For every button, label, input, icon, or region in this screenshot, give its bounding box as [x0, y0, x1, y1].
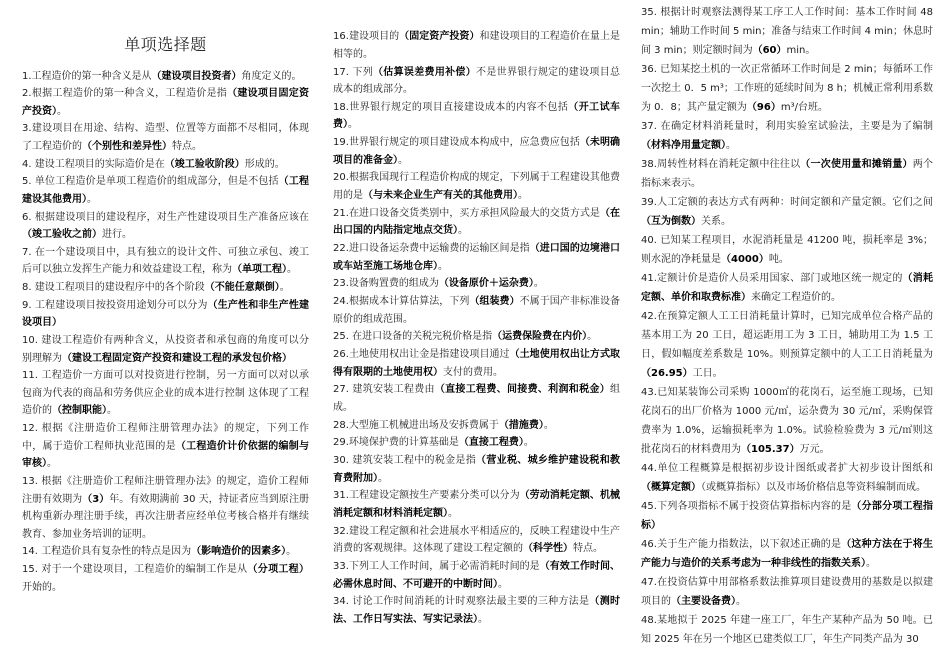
- question-text: 15. 对于一个建设项目，工程造价的编制工作是从: [22, 564, 248, 575]
- question-item: [22, 279, 309, 297]
- question-text: 45.下列各项指标不属于投资估算指标内容的是: [641, 500, 852, 512]
- question-item: [22, 173, 309, 208]
- question-item: [333, 346, 620, 381]
- answer-text: （估算误差费用补偿）: [373, 66, 477, 78]
- question-text: 39.人工定额的表达方式有两种：时间定额和产量定额。它们之间: [641, 196, 933, 208]
- question-item: [641, 155, 933, 193]
- question-text-tail: 。: [279, 282, 290, 293]
- answer-text: （分部分项工程指标）: [641, 500, 933, 531]
- question-item: [641, 535, 933, 573]
- answer-text: （未明确项目的准备金）: [333, 137, 620, 166]
- question-item: [22, 85, 309, 120]
- question-item: [333, 523, 620, 558]
- question-item: [641, 117, 933, 155]
- answer-text: （营业税、城乡维护建设税和教育费附加）: [333, 454, 620, 484]
- question-text-tail: m³/台班。: [780, 101, 828, 113]
- question-text-tail: 特点。: [573, 543, 603, 555]
- answer-text: （3）: [82, 493, 110, 505]
- question-text-tail: 吨。: [768, 253, 789, 265]
- question-item: [333, 487, 620, 522]
- question-text: 4. 建设工程项目的实际造价是在: [22, 158, 165, 170]
- question-item: [333, 381, 620, 416]
- question-text-tail: 。: [726, 139, 736, 151]
- question-text-tail: 关系。: [701, 215, 731, 227]
- question-list: [22, 68, 309, 597]
- answer-text: （105.37）: [741, 443, 800, 455]
- text-column-3: [641, 0, 933, 672]
- question-text: 47.在投资估算中用部格系数法推算项目建设费用的基数是以拟建项目的: [641, 576, 933, 607]
- question-text-tail: 角度定义的。: [241, 70, 302, 82]
- question-text-tail: 。: [498, 578, 508, 590]
- answer-text: （竣工验收之前）: [22, 229, 102, 241]
- question-text-tail: 组成。: [333, 384, 620, 413]
- question-text: 46.关于生产能力指数法，以下叙述正确的是: [641, 538, 842, 550]
- question-text-tail: 和建设项目的工程造价在量上是相等的。: [333, 31, 620, 60]
- question-item: [333, 434, 620, 452]
- answer-text: （主要设备费）: [671, 595, 736, 607]
- answer-text: （固定资产投资）: [399, 31, 480, 43]
- question-text: 5. 单位工程造价是单项工程造价的组成部分，但是不包括: [22, 176, 279, 188]
- question-item: [641, 60, 933, 117]
- question-text-tail: 。: [348, 119, 358, 131]
- question-text-tail: 。: [286, 546, 297, 558]
- answer-text: （控制职能）: [52, 405, 107, 417]
- question-text: 19.世界银行规定的项目建设成本构成中，应急费应包括: [333, 137, 580, 149]
- question-item: [641, 231, 933, 269]
- question-text-tail: 。: [866, 557, 876, 569]
- question-item: [22, 244, 309, 279]
- question-item: [333, 558, 620, 593]
- question-item: [22, 156, 309, 174]
- question-text: 32.建设工程定额和社会进展水平相适应的，反映工程建设中生产消费的客观规律。这体现了建设工程定额的: [333, 525, 620, 555]
- question-text: 3.建设项目在用途、结构、造型、位置等方面都不尽相同，体现了工程造价的: [22, 123, 309, 152]
- question-text: 18.世界银行规定的项目直接建设成本的内容不包括: [333, 101, 569, 113]
- question-item: [641, 611, 933, 649]
- answer-text: （竣工验收阶段）: [164, 158, 245, 170]
- answer-text: （96）: [746, 101, 781, 113]
- answer-text: （土地使用权出让方式取得有限期的土地使用权）: [333, 349, 620, 378]
- question-text-tail: 开始的。: [22, 581, 62, 593]
- question-text: 17. 下列: [333, 66, 373, 78]
- question-item: [333, 64, 620, 99]
- question-text: 40. 已知某工程项目，水泥消耗量是 41200 吨，损耗率是 3%；则水泥的净耗量是: [641, 234, 933, 265]
- answer-text: （劳动消耗定额、机械消耗定额和材料消耗定额）: [333, 490, 620, 519]
- answer-text: （与未来企业生产有关的其他费用）: [363, 190, 518, 202]
- question-item: [641, 307, 933, 383]
- answer-text: （60）: [752, 44, 787, 56]
- answer-text: （消耗定额、单价和取费标准）: [641, 272, 933, 303]
- question-item: [333, 205, 620, 240]
- answer-text: （不能任意颠倒）: [204, 282, 280, 293]
- question-item: [333, 240, 620, 275]
- question-text-tail: 。: [47, 458, 57, 470]
- question-text-tail: 。: [438, 260, 448, 272]
- question-item: [333, 99, 620, 134]
- question-text: 7. 在一个建设项目中，具有独立的设计文件、可独立承包、竣工后可以独立发挥生产能力和效益建设工程，称为: [22, 246, 309, 276]
- answer-text: （工程建设其他费用）: [22, 176, 309, 205]
- question-text: 9. 工程建设项目按投资用途划分可以分为: [22, 299, 208, 311]
- answer-text: （有效工作时间、必需休息时间、不可避开的中断时间）: [333, 560, 620, 590]
- question-text: 24.根据成本计算估算法，下列: [333, 296, 470, 308]
- question-text: 34. 讨论工作时间消耗的计时观察法最主要的三种方法是: [333, 596, 590, 608]
- question-text: 13. 根据《注册造价工程师注册管理办法》的规定，造价工程师注册有效期为: [22, 475, 309, 505]
- answer-text: （测时法、工作日写实法、写实记录法）: [333, 596, 620, 625]
- answer-text: （工程造价计价依据的编制与审核）: [22, 440, 309, 470]
- question-text-tail: min。: [786, 44, 816, 56]
- answer-text: （建设项目固定资产投资）: [22, 88, 309, 117]
- answer-text: （单项工程）: [232, 264, 287, 276]
- question-text-tail: 形成的。: [244, 158, 285, 170]
- answer-text: （建设项目投资者）: [151, 70, 242, 82]
- answer-text: （影响造价的因素多）: [191, 546, 287, 558]
- answer-text: （措施费）: [498, 419, 544, 431]
- question-text: 8. 建设工程项目的建设程序中的各个阶段: [22, 282, 205, 293]
- answer-text: （设备原价＋运杂费）: [438, 278, 534, 290]
- question-text-tail: 。: [87, 193, 97, 205]
- question-text: 29.环境保护费的计算基础是: [333, 437, 459, 449]
- question-text-tail: 。: [478, 613, 488, 625]
- answer-text: （4000）: [721, 253, 769, 265]
- question-text-tail: 不是世界银行规定的建设项目总成本的组成部分。: [333, 66, 620, 96]
- question-text: 38.周转性材料在消耗定额中往往以: [641, 158, 801, 170]
- question-text: 43.已知某装饰公司采购 1000㎡的花岗石，运至施工现场，已知花岗石的出厂价格为 1000 元/㎡，运杂费为 30 元/㎡，采购保管费率为 1.0%，运输损耗率为 1.0%。试验检验费为 3 元/㎡则这批花岗石的材料费用为: [641, 386, 933, 455]
- answer-text: （分项工程）: [247, 564, 309, 575]
- question-item: [22, 367, 309, 420]
- question-item: [333, 417, 620, 435]
- question-item: [22, 297, 309, 332]
- question-text-tail: 两个指标来表示。: [641, 158, 933, 189]
- question-text: 27. 建筑安装工程费由: [333, 384, 435, 396]
- question-item: [333, 275, 620, 293]
- question-text-tail: 。: [543, 419, 554, 431]
- question-item: [22, 420, 309, 473]
- answer-text: （开工试车费）: [333, 101, 620, 131]
- question-text-tail: 。: [378, 472, 388, 484]
- question-item: [333, 134, 620, 169]
- page-title: 单项选择题: [124, 35, 207, 54]
- question-item: [22, 209, 309, 244]
- question-text-tail: 。: [518, 190, 528, 202]
- question-text: 10. 建设工程造价有两种含义，从投资者和承包商的角度可以分别理解为: [22, 334, 309, 364]
- question-text-tail: （或概算指标）以及市场价格信息等资料编制而成。: [701, 481, 926, 493]
- question-text: 14. 工程造价具有复杂性的特点是因为: [22, 546, 192, 558]
- question-text: 20.根据我国现行工程造价构成的规定，下列属于工程建设其他费用的是: [333, 172, 620, 202]
- question-item: [333, 452, 620, 487]
- question-text: 28.大型施工机械进出场及安拆费属于: [333, 419, 499, 431]
- question-text-tail: 年。有效期满前 30 天，持证者应当到原注册机构重新办理注册手续，再次注册者应经单位考核合格并有继续教育、参加业务培训的证明。: [22, 493, 309, 540]
- question-text: 26.土地使用权出让金是指建设项目通过: [333, 349, 510, 360]
- text-column-2: [333, 0, 620, 672]
- answer-text: （26.95）: [641, 367, 693, 379]
- question-list: [333, 28, 620, 628]
- question-text: 22.进口设备运杂费中运输费的运输区间是指: [333, 243, 530, 255]
- question-text: 16.建设项目的: [333, 31, 400, 43]
- answer-text: （概算定额）: [641, 481, 701, 493]
- question-item: [641, 573, 933, 611]
- question-text: 35. 根据计时观察法测得某工序工人工作时间：基本工作时间 48 min；辅助工作时间 5 min；准备与结束工作时间 4 min；休息时间 3 min；则定额时间为: [641, 6, 933, 56]
- question-text: 30. 建筑安装工程中的税金是指: [333, 454, 477, 466]
- question-text: 2.根据工程造价的第一种含义，工程造价是指: [22, 88, 228, 100]
- answer-text: （个别性和差异性）: [82, 141, 172, 152]
- question-item: [333, 28, 620, 63]
- question-text-tail: 来确定工程造价的。: [751, 291, 841, 303]
- question-item: [641, 193, 933, 231]
- answer-text: （一次使用量和摊销量）: [800, 158, 913, 170]
- question-text: 48.某地拟于 2025 年建一座工厂，年生产某种产品为 50 吨。已知 2025 年在另一个地区已建类似工厂，年生产同类产品为 30: [641, 614, 933, 645]
- question-text: 12. 根据《注册造价工程师注册管理办法》的规定，下列工作中，属于造价工程师执业范围的是: [22, 423, 309, 452]
- question-text-tail: 进行。: [102, 229, 132, 241]
- text-column-1: [22, 0, 309, 672]
- question-text: 6. 根据建设项目的建设程序，对生产性建设项目生产准备应该在: [22, 211, 309, 223]
- answer-text: （直接工程费）: [458, 437, 524, 449]
- answer-text: （直接工程费、间接费、利润和税金）: [434, 384, 610, 396]
- question-text-tail: 支付的费用。: [443, 366, 503, 378]
- question-item: [333, 328, 620, 346]
- answer-text: （生产性和非生产性建设项目）: [22, 299, 309, 329]
- question-text-tail: 。: [448, 507, 458, 519]
- answer-text: （组装费）: [469, 296, 520, 308]
- question-text: 25. 在进口设备的关税完税价格是指: [333, 331, 493, 343]
- question-item: [333, 593, 620, 628]
- answer-text: （材料净用量定额）: [641, 139, 726, 151]
- question-text: 1.工程造价的第一种含义是从: [22, 70, 152, 82]
- answer-text: （建设工程固定资产投资和建设工程的承发包价格）: [62, 352, 292, 364]
- question-list: [641, 3, 933, 649]
- question-item: [641, 459, 933, 497]
- question-text-tail: 。: [587, 331, 598, 343]
- question-text-tail: 。: [458, 225, 468, 237]
- question-item: [22, 543, 309, 561]
- question-item: [333, 169, 620, 204]
- question-text-tail: 工日。: [692, 367, 723, 379]
- question-item: [641, 383, 933, 459]
- answer-text: （在出口国的内陆指定地点交货）: [333, 207, 620, 237]
- question-text-tail: 特点。: [172, 141, 202, 152]
- question-text: 41.定额计价是造价人员采用国家、部门或地区统一规定的: [641, 272, 903, 284]
- question-text: 23.设备购置费的组成为: [333, 278, 439, 290]
- question-text-tail: 万元。: [799, 443, 830, 455]
- question-item: [22, 473, 309, 544]
- question-text-tail: 。: [523, 437, 534, 449]
- question-text-tail: 。: [398, 154, 408, 166]
- question-item: [641, 3, 933, 60]
- question-item: [641, 497, 933, 535]
- question-text: 44.单位工程概算是根据初步设计图纸或者扩大初步设计图纸和: [641, 462, 933, 474]
- question-text: 11. 工程造价一方面可以对投资进行控制，另一方面可以对以承包商为代表的商品和劳务供应企业的成本进行控制 这体现了工程造价的: [22, 370, 309, 417]
- question-item: [22, 561, 309, 596]
- question-text-tail: 。: [736, 595, 746, 607]
- question-text: 21.在进口设备交货类别中，买方承担风险最大的交货方式是: [333, 207, 600, 219]
- question-item: [22, 68, 309, 86]
- question-text: 33.下列工人工作时间，属于必需消耗时间的是: [333, 560, 540, 572]
- answer-text: （进口国的边境港口或车站至施工场地仓库）: [333, 243, 620, 272]
- answer-text: （互为倒数）: [641, 215, 701, 227]
- answer-text: （这种方法在于将生产能力与造价的关系考虑为一种非线性的指数关系）: [641, 538, 933, 569]
- question-text-tail: 。: [107, 405, 117, 417]
- question-item: [641, 269, 933, 307]
- question-text: 37. 在确定材料消耗量时，利用实验室试验法，主要是为了编制: [641, 120, 933, 132]
- question-item: [22, 120, 309, 155]
- question-text-tail: 。: [287, 264, 297, 276]
- question-text-tail: 不属于国产非标准设备原价的组成范围。: [333, 296, 620, 325]
- question-text-tail: 。: [57, 105, 67, 117]
- question-text-tail: 。: [533, 278, 544, 290]
- question-text: 42.在预算定额人工工日消耗量计算时，已知完成单位合格产品的基本用工为 20 工日，超运距用工为 3 工日，辅助用工为 1.5 工日，假如幅度差系数是 10%。则预算定额中的人工工日消耗量为: [641, 310, 933, 360]
- answer-text: （科学性）: [523, 543, 573, 555]
- question-item: [333, 293, 620, 328]
- question-item: [22, 332, 309, 367]
- answer-text: （运费保险费在内价）: [492, 331, 588, 343]
- question-text: 36. 已知某挖土机的一次正常循环工作时间是 2 min；每循环工作一次挖土 0．5 m³；工作班的延续时间为 8 h；机械正常利用系数为 0．8；其产量定额为: [641, 63, 933, 113]
- question-text: 31.工程建设定额按生产要素分类可以分为: [333, 490, 520, 502]
